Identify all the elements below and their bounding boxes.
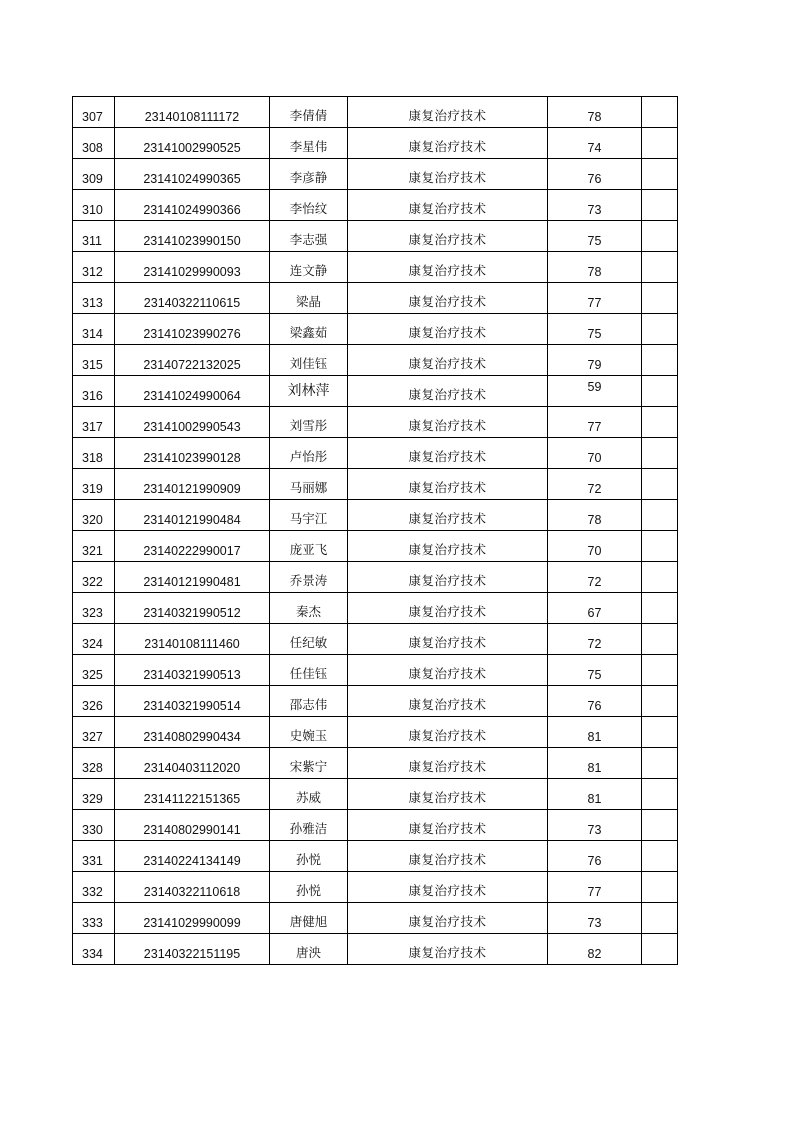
empty-remark-cell <box>642 252 678 283</box>
empty-remark-cell <box>642 934 678 965</box>
empty-remark-cell <box>642 376 678 407</box>
major-cell: 康复治疗技术 <box>348 624 548 655</box>
student-name-cell: 连文静 <box>270 252 348 283</box>
exam-id-cell: 23141023990150 <box>115 221 270 252</box>
student-name-cell: 唐健旭 <box>270 903 348 934</box>
score-cell: 70 <box>548 531 642 562</box>
score-cell: 76 <box>548 159 642 190</box>
score-cell: 78 <box>548 252 642 283</box>
major-cell: 康复治疗技术 <box>348 779 548 810</box>
major-cell: 康复治疗技术 <box>348 128 548 159</box>
table-row <box>73 903 678 934</box>
table-row <box>73 314 678 345</box>
score-cell: 79 <box>548 345 642 376</box>
exam-id-cell: 23140321990513 <box>115 655 270 686</box>
score-cell: 73 <box>548 810 642 841</box>
empty-remark-cell <box>642 841 678 872</box>
row-number-cell: 313 <box>73 283 115 314</box>
student-name-cell: 乔景涛 <box>270 562 348 593</box>
empty-remark-cell <box>642 314 678 345</box>
student-name-cell: 马丽娜 <box>270 469 348 500</box>
row-number-cell: 308 <box>73 128 115 159</box>
table-row <box>73 655 678 686</box>
student-name-cell: 马宇江 <box>270 500 348 531</box>
row-number-cell: 319 <box>73 469 115 500</box>
exam-id-cell: 23140108111172 <box>115 97 270 128</box>
empty-remark-cell <box>642 407 678 438</box>
row-number-cell: 324 <box>73 624 115 655</box>
table-row <box>73 872 678 903</box>
major-cell: 康复治疗技术 <box>348 221 548 252</box>
exam-id-cell: 23140121990909 <box>115 469 270 500</box>
row-number-cell: 307 <box>73 97 115 128</box>
table-row <box>73 159 678 190</box>
score-table <box>72 96 678 965</box>
score-cell: 74 <box>548 128 642 159</box>
row-number-cell: 326 <box>73 686 115 717</box>
major-cell: 康复治疗技术 <box>348 810 548 841</box>
score-cell: 78 <box>548 500 642 531</box>
table-row <box>73 593 678 624</box>
major-cell: 康复治疗技术 <box>348 159 548 190</box>
row-number-cell: 332 <box>73 872 115 903</box>
score-cell: 75 <box>548 655 642 686</box>
empty-remark-cell <box>642 97 678 128</box>
score-cell: 81 <box>548 779 642 810</box>
table-row <box>73 717 678 748</box>
major-cell: 康复治疗技术 <box>348 97 548 128</box>
major-cell: 康复治疗技术 <box>348 593 548 624</box>
table-row <box>73 810 678 841</box>
empty-remark-cell <box>642 283 678 314</box>
score-cell: 73 <box>548 903 642 934</box>
major-cell: 康复治疗技术 <box>348 841 548 872</box>
row-number-cell: 329 <box>73 779 115 810</box>
student-name-cell: 秦杰 <box>270 593 348 624</box>
major-cell: 康复治疗技术 <box>348 531 548 562</box>
student-name-cell: 梁鑫茹 <box>270 314 348 345</box>
exam-id-cell: 23140222990017 <box>115 531 270 562</box>
score-cell: 76 <box>548 686 642 717</box>
major-cell: 康复治疗技术 <box>348 500 548 531</box>
student-name-cell: 李怡纹 <box>270 190 348 221</box>
table-row <box>73 841 678 872</box>
table-row <box>73 779 678 810</box>
empty-remark-cell <box>642 345 678 376</box>
exam-id-cell: 23140121990481 <box>115 562 270 593</box>
score-cell: 59 <box>548 376 642 407</box>
table-row <box>73 345 678 376</box>
empty-remark-cell <box>642 779 678 810</box>
exam-id-cell: 23141002990543 <box>115 407 270 438</box>
major-cell: 康复治疗技术 <box>348 903 548 934</box>
student-name-cell: 邵志伟 <box>270 686 348 717</box>
major-cell: 康复治疗技术 <box>348 345 548 376</box>
score-cell: 72 <box>548 624 642 655</box>
empty-remark-cell <box>642 221 678 252</box>
score-cell: 77 <box>548 407 642 438</box>
student-name-cell: 庞亚飞 <box>270 531 348 562</box>
student-name-cell: 李志强 <box>270 221 348 252</box>
major-cell: 康复治疗技术 <box>348 283 548 314</box>
exam-id-cell: 23140802990141 <box>115 810 270 841</box>
row-number-cell: 330 <box>73 810 115 841</box>
exam-id-cell: 23141024990365 <box>115 159 270 190</box>
score-cell: 75 <box>548 314 642 345</box>
score-cell: 72 <box>548 469 642 500</box>
table-row <box>73 438 678 469</box>
score-cell: 78 <box>548 97 642 128</box>
empty-remark-cell <box>642 717 678 748</box>
row-number-cell: 333 <box>73 903 115 934</box>
major-cell: 康复治疗技术 <box>348 717 548 748</box>
exam-id-cell: 23140224134149 <box>115 841 270 872</box>
row-number-cell: 315 <box>73 345 115 376</box>
row-number-cell: 334 <box>73 934 115 965</box>
table-row <box>73 283 678 314</box>
exam-id-cell: 23140321990512 <box>115 593 270 624</box>
major-cell: 康复治疗技术 <box>348 469 548 500</box>
table-row <box>73 221 678 252</box>
student-name-cell: 李彦静 <box>270 159 348 190</box>
exam-id-cell: 23141122151365 <box>115 779 270 810</box>
exam-id-cell: 23141024990064 <box>115 376 270 407</box>
student-name-cell: 卢怡彤 <box>270 438 348 469</box>
major-cell: 康复治疗技术 <box>348 252 548 283</box>
score-cell: 82 <box>548 934 642 965</box>
exam-id-cell: 23140321990514 <box>115 686 270 717</box>
student-name-cell: 唐泱 <box>270 934 348 965</box>
empty-remark-cell <box>642 562 678 593</box>
student-name-cell: 史婉玉 <box>270 717 348 748</box>
row-number-cell: 312 <box>73 252 115 283</box>
student-name-cell: 宋紫宁 <box>270 748 348 779</box>
row-number-cell: 316 <box>73 376 115 407</box>
exam-id-cell: 23140121990484 <box>115 500 270 531</box>
empty-remark-cell <box>642 593 678 624</box>
row-number-cell: 323 <box>73 593 115 624</box>
student-name-cell: 任纪敏 <box>270 624 348 655</box>
row-number-cell: 328 <box>73 748 115 779</box>
table-row <box>73 686 678 717</box>
empty-remark-cell <box>642 903 678 934</box>
empty-remark-cell <box>642 686 678 717</box>
exam-id-cell: 23141029990099 <box>115 903 270 934</box>
table-row <box>73 748 678 779</box>
row-number-cell: 322 <box>73 562 115 593</box>
table-row <box>73 934 678 965</box>
student-name-cell: 刘佳钰 <box>270 345 348 376</box>
student-name-cell: 梁晶 <box>270 283 348 314</box>
student-name-cell: 孙悦 <box>270 841 348 872</box>
student-name-cell: 刘林萍 <box>270 376 348 407</box>
table-row <box>73 252 678 283</box>
row-number-cell: 320 <box>73 500 115 531</box>
major-cell: 康复治疗技术 <box>348 872 548 903</box>
table-row <box>73 500 678 531</box>
row-number-cell: 318 <box>73 438 115 469</box>
score-table-body <box>73 97 678 965</box>
score-cell: 77 <box>548 283 642 314</box>
exam-id-cell: 23141023990128 <box>115 438 270 469</box>
exam-id-cell: 23141024990366 <box>115 190 270 221</box>
major-cell: 康复治疗技术 <box>348 748 548 779</box>
major-cell: 康复治疗技术 <box>348 438 548 469</box>
empty-remark-cell <box>642 190 678 221</box>
row-number-cell: 311 <box>73 221 115 252</box>
table-row <box>73 128 678 159</box>
empty-remark-cell <box>642 469 678 500</box>
exam-id-cell: 23141002990525 <box>115 128 270 159</box>
empty-remark-cell <box>642 159 678 190</box>
exam-id-cell: 23140722132025 <box>115 345 270 376</box>
table-row <box>73 376 678 407</box>
empty-remark-cell <box>642 128 678 159</box>
major-cell: 康复治疗技术 <box>348 934 548 965</box>
major-cell: 康复治疗技术 <box>348 190 548 221</box>
row-number-cell: 310 <box>73 190 115 221</box>
empty-remark-cell <box>642 872 678 903</box>
exam-id-cell: 23140322151195 <box>115 934 270 965</box>
row-number-cell: 314 <box>73 314 115 345</box>
exam-id-cell: 23140108111460 <box>115 624 270 655</box>
major-cell: 康复治疗技术 <box>348 562 548 593</box>
exam-id-cell: 23140403112020 <box>115 748 270 779</box>
table-row <box>73 469 678 500</box>
row-number-cell: 309 <box>73 159 115 190</box>
exam-id-cell: 23141029990093 <box>115 252 270 283</box>
table-row <box>73 562 678 593</box>
table-row <box>73 531 678 562</box>
score-cell: 81 <box>548 748 642 779</box>
empty-remark-cell <box>642 655 678 686</box>
student-name-cell: 孙悦 <box>270 872 348 903</box>
student-name-cell: 孙雅洁 <box>270 810 348 841</box>
score-cell: 75 <box>548 221 642 252</box>
empty-remark-cell <box>642 748 678 779</box>
empty-remark-cell <box>642 810 678 841</box>
major-cell: 康复治疗技术 <box>348 655 548 686</box>
table-row <box>73 624 678 655</box>
table-row <box>73 97 678 128</box>
score-cell: 67 <box>548 593 642 624</box>
score-cell: 76 <box>548 841 642 872</box>
row-number-cell: 321 <box>73 531 115 562</box>
student-name-cell: 李星伟 <box>270 128 348 159</box>
table-row <box>73 190 678 221</box>
empty-remark-cell <box>642 438 678 469</box>
major-cell: 康复治疗技术 <box>348 376 548 407</box>
student-name-cell: 李倩倩 <box>270 97 348 128</box>
empty-remark-cell <box>642 624 678 655</box>
row-number-cell: 317 <box>73 407 115 438</box>
major-cell: 康复治疗技术 <box>348 314 548 345</box>
student-name-cell: 任佳钰 <box>270 655 348 686</box>
score-cell: 77 <box>548 872 642 903</box>
score-cell: 72 <box>548 562 642 593</box>
row-number-cell: 331 <box>73 841 115 872</box>
exam-id-cell: 23140322110618 <box>115 872 270 903</box>
score-cell: 73 <box>548 190 642 221</box>
exam-id-cell: 23140802990434 <box>115 717 270 748</box>
empty-remark-cell <box>642 531 678 562</box>
exam-id-cell: 23141023990276 <box>115 314 270 345</box>
score-cell: 81 <box>548 717 642 748</box>
student-name-cell: 苏威 <box>270 779 348 810</box>
score-cell: 70 <box>548 438 642 469</box>
row-number-cell: 325 <box>73 655 115 686</box>
student-name-cell: 刘雪彤 <box>270 407 348 438</box>
major-cell: 康复治疗技术 <box>348 407 548 438</box>
empty-remark-cell <box>642 500 678 531</box>
row-number-cell: 327 <box>73 717 115 748</box>
major-cell: 康复治疗技术 <box>348 686 548 717</box>
table-row <box>73 407 678 438</box>
exam-id-cell: 23140322110615 <box>115 283 270 314</box>
